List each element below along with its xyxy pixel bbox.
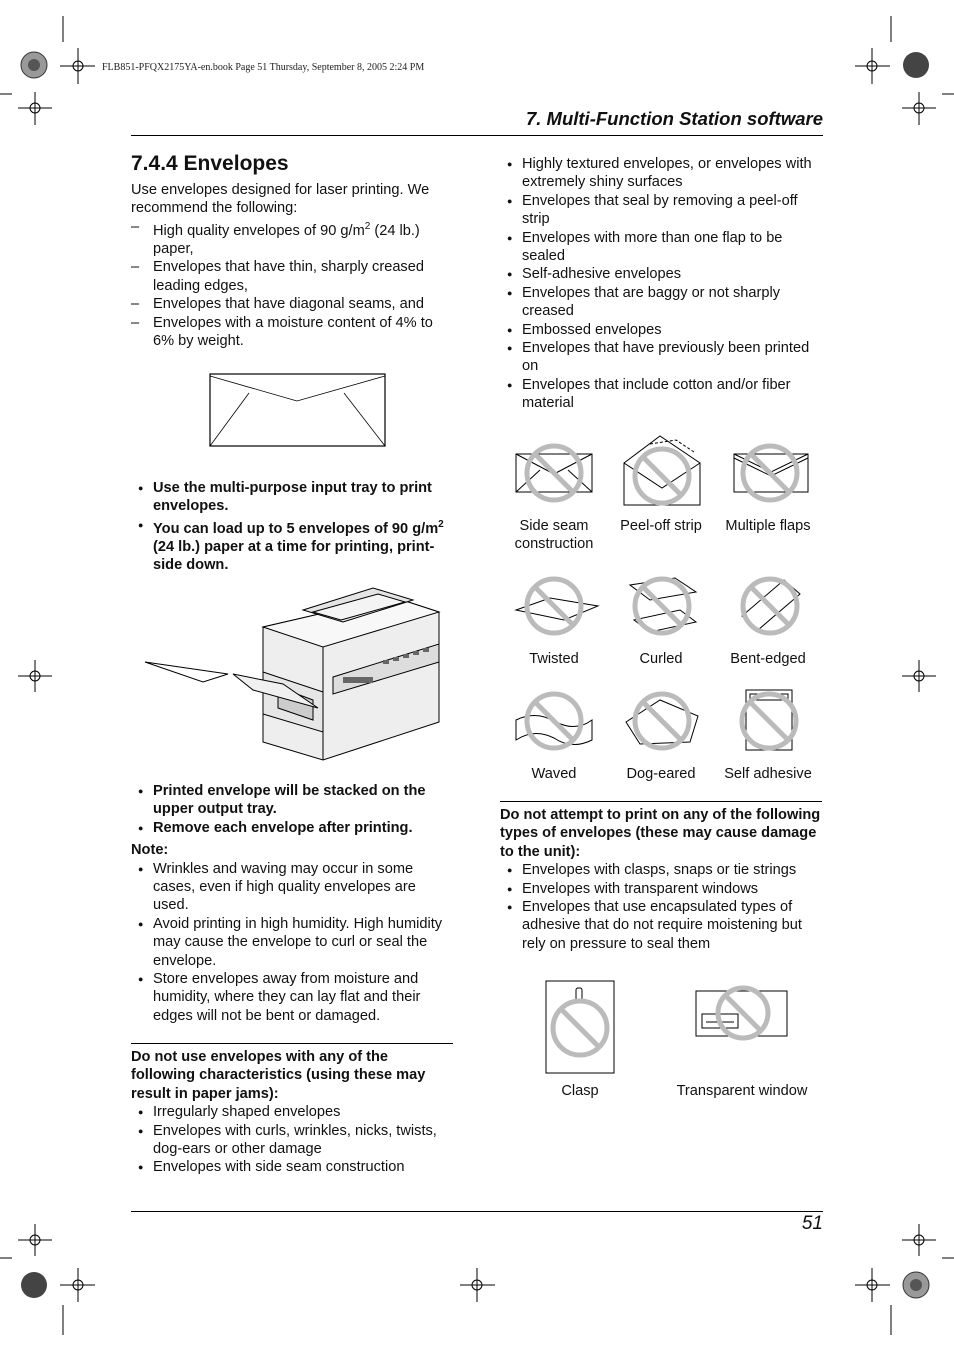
- caption-bent-edged: Bent-edged: [730, 651, 806, 667]
- bullet-item: ● Envelopes with clasps, snaps or tie strings: [500, 861, 822, 879]
- bullet-item: ● Remove each envelope after printing.: [131, 819, 453, 837]
- bullet-item: ● Self-adhesive envelopes: [500, 265, 822, 283]
- envelope-illustration: [209, 373, 387, 448]
- note-label: Note:: [131, 842, 169, 859]
- section-title: 7. Multi-Function Station software: [525, 108, 823, 129]
- page-number: 51: [801, 1213, 823, 1234]
- bullet-item: ● Envelopes that use encapsulated types of adhesive that do not require moistening but rely on pressure to seal them: [500, 898, 822, 953]
- transparent-window-envelope-icon: [696, 988, 787, 1038]
- caption-twisted: Twisted: [529, 651, 579, 667]
- do-not-use-heading: Do not use envelopes with any of the following characteristics (using these may result in paper jams):: [131, 1049, 426, 1102]
- clasp-envelope-icon: [546, 981, 614, 1073]
- self-adhesive-envelope-icon: [742, 690, 796, 750]
- twisted-envelope-icon: [516, 579, 598, 633]
- damage-heading: Do not attempt to print on any of the following types of envelopes (these may cause damage to the unit):: [500, 807, 821, 860]
- caption-self-adhesive: Self adhesive: [724, 766, 812, 782]
- footer-rule: [131, 1211, 823, 1212]
- do-not-use-continued: [500, 155, 822, 413]
- curled-envelope-icon: [630, 578, 696, 633]
- tray-bullets: [131, 479, 453, 575]
- note-item: ● Wrinkles and waving may occur in some cases, even if high quality envelopes are used.: [131, 860, 453, 915]
- caption-transparent-window: Transparent window: [676, 1083, 808, 1099]
- bullet-item: ● Highly textured envelopes, or envelopes with extremely shiny surfaces: [500, 155, 822, 192]
- waved-envelope-icon: [516, 694, 592, 748]
- bullet-item: ● Printed envelope will be stacked on the upper output tray.: [131, 782, 453, 819]
- bullet-item: ● Envelopes with more than one flap to be sealed: [500, 229, 822, 266]
- bullet-item: ● You can load up to 5 envelopes of 90 $g/m^2$ (24 lb.) paper at a time for printing, print-side down.: [131, 516, 453, 575]
- page-heading: 7.4.4 Envelopes: [131, 152, 289, 175]
- clasp-window-illustrations: [540, 978, 800, 1078]
- note-item: ● Store envelopes away from moisture and humidity, where they can lay flat and their edges will not be bent or damaged.: [131, 970, 453, 1025]
- caption-side-seam: Side seam construction: [514, 518, 594, 553]
- bent-edged-envelope-icon: [742, 579, 800, 633]
- side-seam-envelope-icon: [516, 446, 592, 500]
- intro-text: Use envelopes designed for laser printing. We recommend the following:: [131, 182, 430, 217]
- bullet-item: ● Envelopes with side seam construction: [131, 1158, 453, 1176]
- envelope-types-grid: [500, 430, 822, 760]
- bullet-item: ● Envelopes with transparent windows: [500, 880, 822, 898]
- bullet-item: ● Embossed envelopes: [500, 321, 822, 339]
- peel-off-strip-envelope-icon: [624, 436, 700, 505]
- damage-block: [500, 806, 822, 953]
- note-item: ● Avoid printing in high humidity. High humidity may cause the envelope to curl or seal the envelope.: [131, 915, 453, 970]
- section-rule: [131, 1043, 453, 1044]
- print-info: FLB851-PFQX2175YA-en.book Page 51 Thursday, September 8, 2005 2:24 PM: [102, 62, 425, 73]
- caption-peel-off: Peel-off strip: [620, 518, 702, 534]
- multiple-flaps-envelope-icon: [734, 446, 808, 500]
- caption-curled: Curled: [639, 651, 683, 667]
- caption-clasp: Clasp: [561, 1083, 599, 1099]
- header-rule: [131, 135, 823, 136]
- bullet-item: ● Envelopes that are baggy or not sharply creased: [500, 284, 822, 321]
- intro-block: [131, 181, 453, 351]
- bullet-item: ● Envelopes that include cotton and/or fiber material: [500, 376, 822, 413]
- bullet-item: ● Envelopes that seal by removing a peel-off strip: [500, 192, 822, 229]
- caption-waved: Waved: [531, 766, 577, 782]
- recommend-item: – Envelopes that have diagonal seams, and: [131, 295, 453, 313]
- section-rule: [500, 801, 822, 802]
- recommend-item: – Envelopes with a moisture content of 4% to 6% by weight.: [131, 314, 453, 351]
- do-not-use-block: [131, 1048, 453, 1177]
- bullet-item: ● Envelopes with curls, wrinkles, nicks, twists, dog-ears or other damage: [131, 1122, 453, 1159]
- dog-eared-envelope-icon: [626, 694, 698, 748]
- caption-dog-eared: Dog-eared: [626, 766, 696, 782]
- recommend-item: – High quality envelopes of 90 $g/m^2$ (24 lb.) paper,: [131, 218, 453, 259]
- fax-machine-illustration: [143, 582, 441, 762]
- caption-multiple-flaps: Multiple flaps: [725, 518, 811, 534]
- bullet-item: ● Irregularly shaped envelopes: [131, 1103, 453, 1121]
- bullet-item: ● Envelopes that have previously been printed on: [500, 339, 822, 376]
- recommend-item: – Envelopes that have thin, sharply creased leading edges,: [131, 258, 453, 295]
- bullet-item: ● Use the multi-purpose input tray to print envelopes.: [131, 479, 453, 516]
- output-block: [131, 782, 453, 1025]
